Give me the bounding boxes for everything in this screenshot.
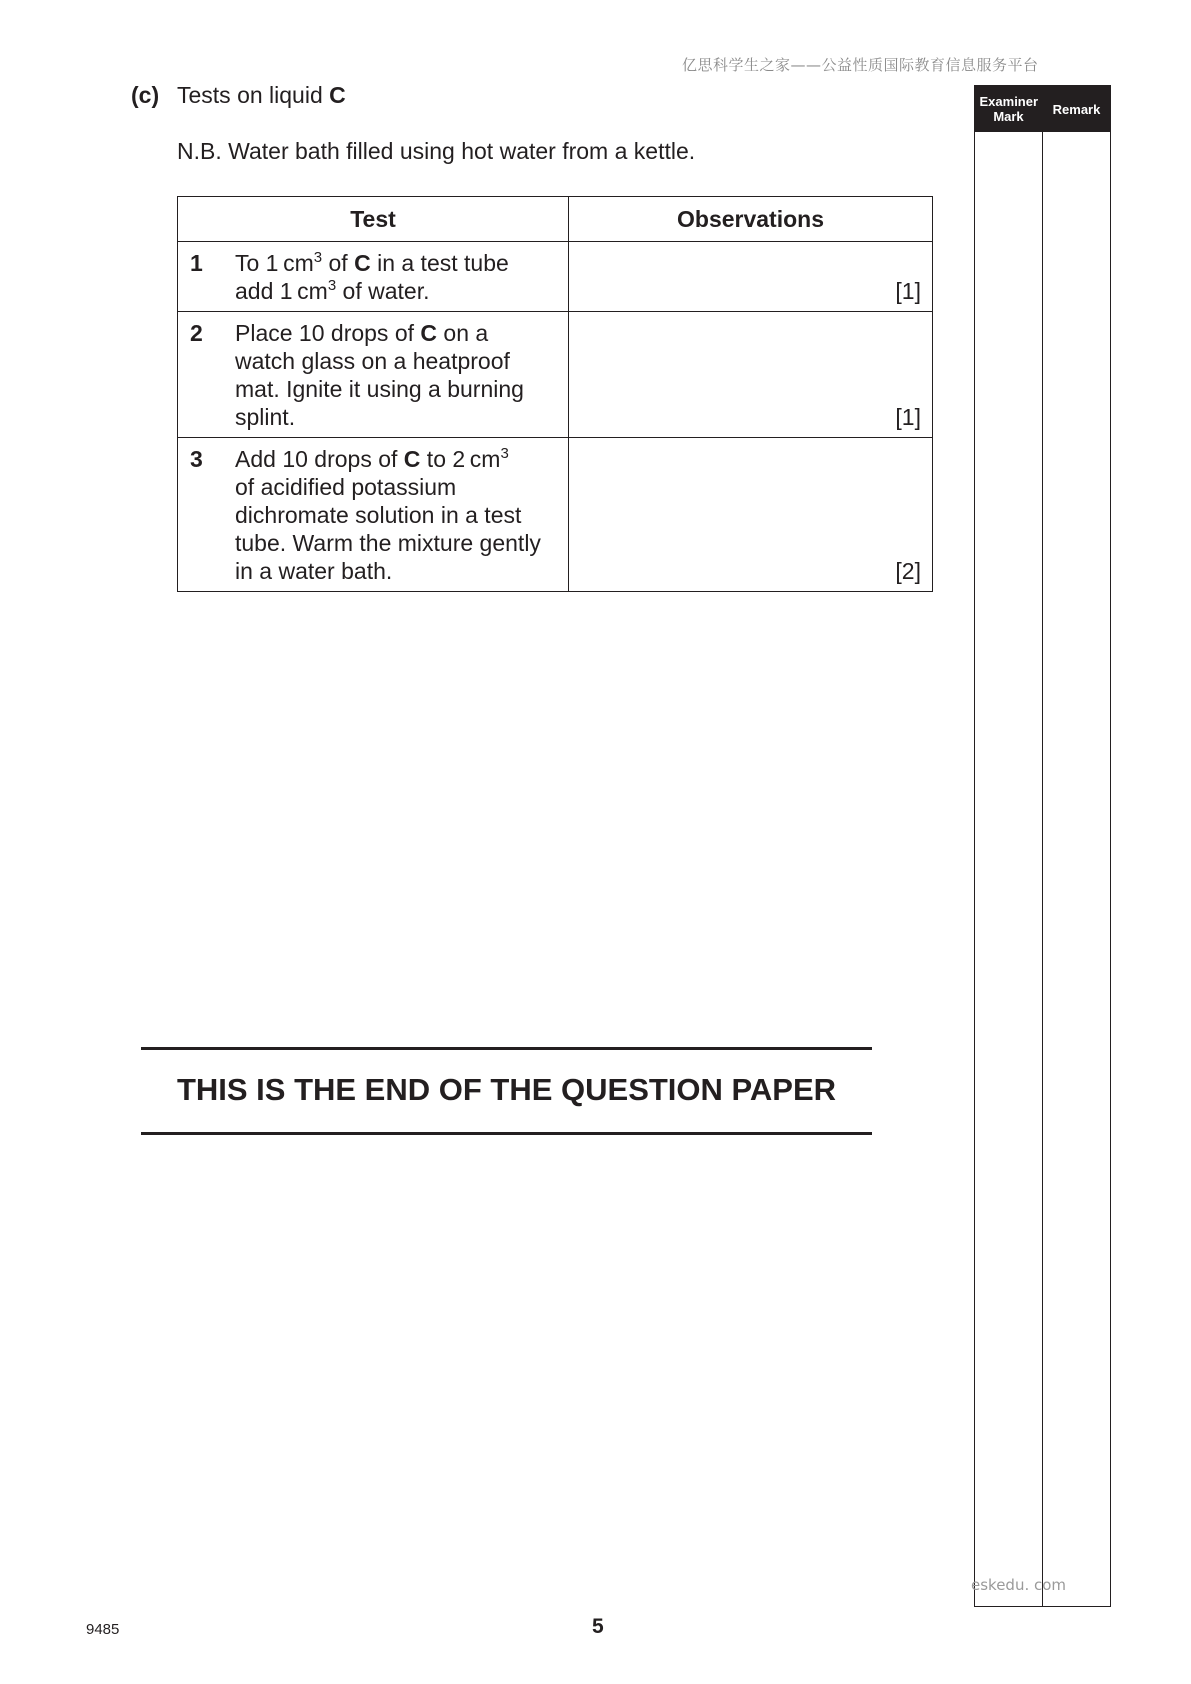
observation-answer-cell[interactable]	[569, 242, 933, 312]
marks-label: [2]	[895, 558, 921, 584]
question-part-label: (c)	[131, 82, 160, 108]
marks-label: [1]	[895, 278, 921, 304]
end-bottom-rule	[141, 1132, 872, 1135]
table-header-row	[178, 197, 933, 242]
watermark-header: 亿思科学生之家——公益性质国际教育信息服务平台	[682, 56, 1039, 74]
test-column-header: Test	[178, 197, 569, 242]
table-row	[178, 312, 933, 438]
table-row	[178, 242, 933, 312]
page-number: 5	[592, 1615, 604, 1638]
end-top-rule	[141, 1047, 872, 1050]
observation-answer-cell[interactable]	[569, 438, 933, 592]
test-description: Place 10 drops of C on a watch glass on a heatproof mat. Ignite it using a burning splint.	[235, 320, 524, 430]
test-description: To 1 $cm^3$ of C in a test tube add 1 $cm^3$ of water.	[235, 249, 509, 304]
test-cell	[178, 438, 569, 592]
question-part-title: Tests on liquid C	[177, 82, 346, 108]
end-of-paper-text: THIS IS THE END OF THE QUESTION PAPER	[176, 1072, 837, 1107]
test-description: Add 10 drops of C to 2 $cm^3$ of acidified potassium dichromate solution in a test tube. Warm the mixture gently in a water bath.	[235, 445, 541, 584]
table-row	[178, 438, 933, 592]
remark-header: Remark	[1043, 86, 1110, 132]
test-number: 3	[190, 446, 203, 472]
test-number: 2	[190, 320, 203, 346]
test-cell	[178, 242, 569, 312]
observations-column-header: Observations	[569, 197, 933, 242]
test-cell	[178, 312, 569, 438]
watermark-footer: eskedu. com	[971, 1576, 1067, 1594]
marks-label: [1]	[895, 404, 921, 430]
paper-code: 9485	[86, 1621, 120, 1638]
test-number: 1	[190, 250, 203, 276]
question-note: N.B. Water bath filled using hot water from a kettle.	[177, 138, 696, 164]
examiner-mark-header: Examiner Mark	[975, 86, 1042, 132]
margin-divider	[1042, 85, 1043, 1607]
observation-answer-cell[interactable]	[569, 312, 933, 438]
tests-table	[177, 196, 933, 592]
